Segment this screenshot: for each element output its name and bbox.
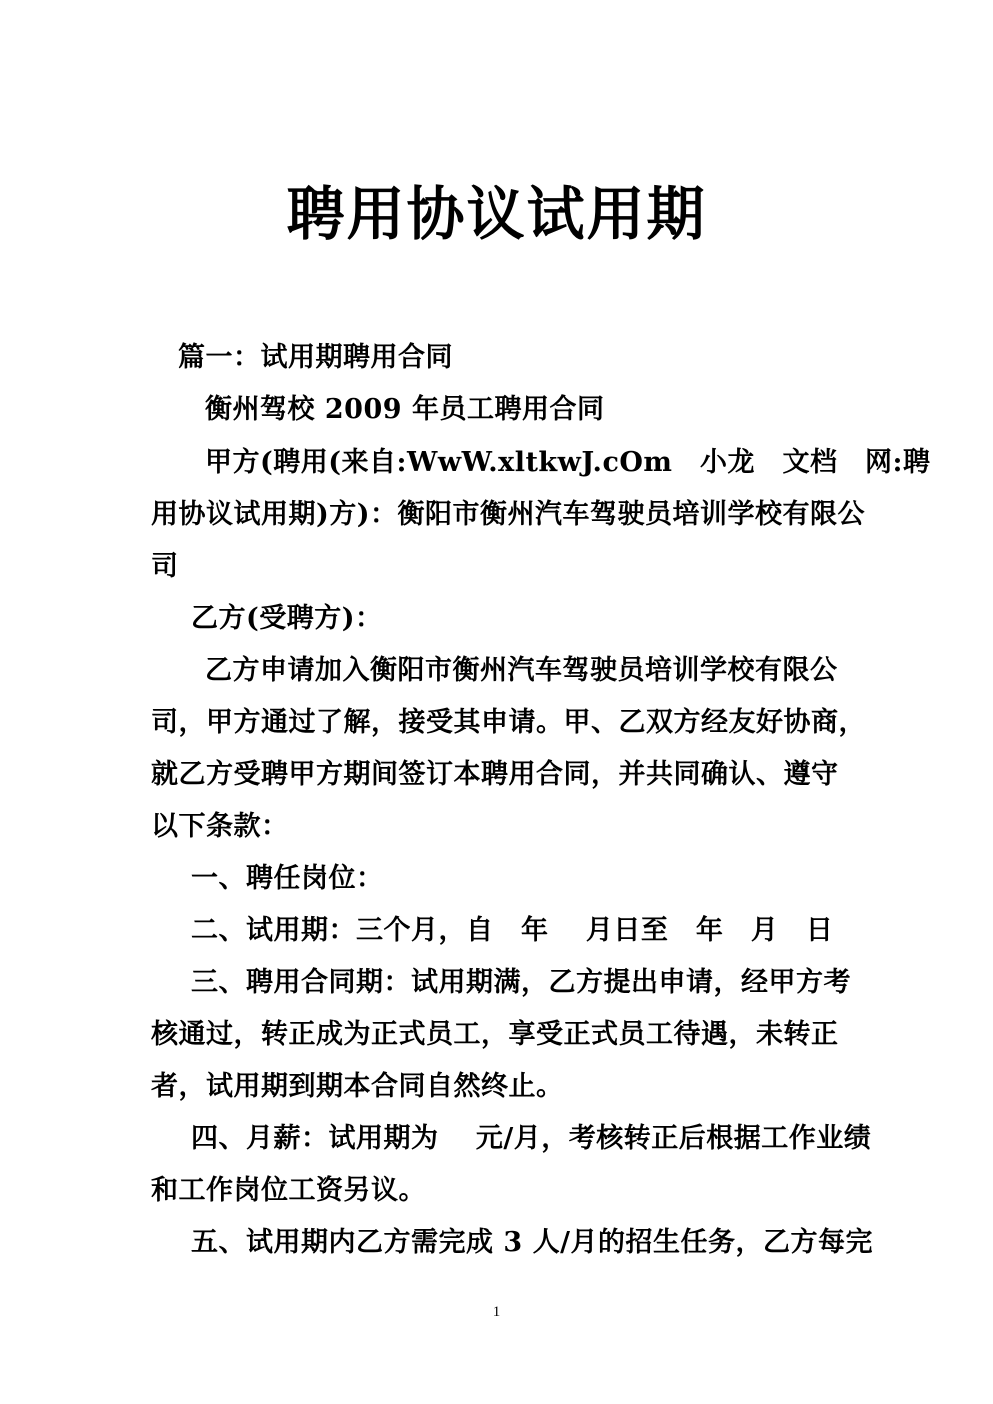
clause-3-line-3: 者，试用期到期本合同自然终止。: [151, 1071, 564, 1102]
body-paragraph-line-3: 就乙方受聘甲方期间签订本聘用合同，并共同确认、遵守: [151, 759, 839, 790]
party-b-line: 乙方(受聘方)：: [191, 603, 383, 634]
clause-3-line-1: 三、聘用合同期：试用期满，乙方提出申请，经甲方考: [191, 967, 851, 998]
clause-4-line-1: 四、月薪：试用期为 元/月，考核转正后根据工作业绩: [191, 1123, 872, 1154]
document-title: 聘用协议试用期: [286, 180, 707, 248]
clause-1-line: 一、聘任岗位：: [191, 863, 384, 894]
clause-4-line-2: 和工作岗位工资另议。: [151, 1175, 426, 1206]
body-paragraph-line-2: 司，甲方通过了解，接受其申请。甲、乙双方经友好协商，: [151, 707, 866, 738]
clause-3-line-2: 核通过，转正成为正式员工，享受正式员工待遇，未转正: [151, 1019, 839, 1050]
clause-5-line-1: 五、试用期内乙方需完成 3 人/月的招生任务，乙方每完: [191, 1227, 873, 1258]
body-paragraph-line-1: 乙方申请加入衡阳市衡州汽车驾驶员培训学校有限公: [205, 655, 838, 686]
body-paragraph-line-4: 以下条款：: [151, 811, 289, 842]
page-number: 1: [492, 1304, 501, 1320]
party-a-line-2: 用协议试用期)方)：衡阳市衡州汽车驾驶员培训学校有限公: [151, 499, 866, 530]
clause-2-line: 二、试用期：三个月，自 年 月日至 年 月 日: [191, 915, 834, 946]
party-a-line-3: 司: [151, 551, 179, 582]
section-heading: 篇一：试用期聘用合同: [178, 342, 453, 373]
party-a-line-1: 甲方(聘用(来自:WwW.xltkwJ.cOm 小龙 文档 网:聘: [205, 447, 931, 478]
contract-title-line: 衡州驾校 2009 年员工聘用合同: [205, 394, 605, 425]
